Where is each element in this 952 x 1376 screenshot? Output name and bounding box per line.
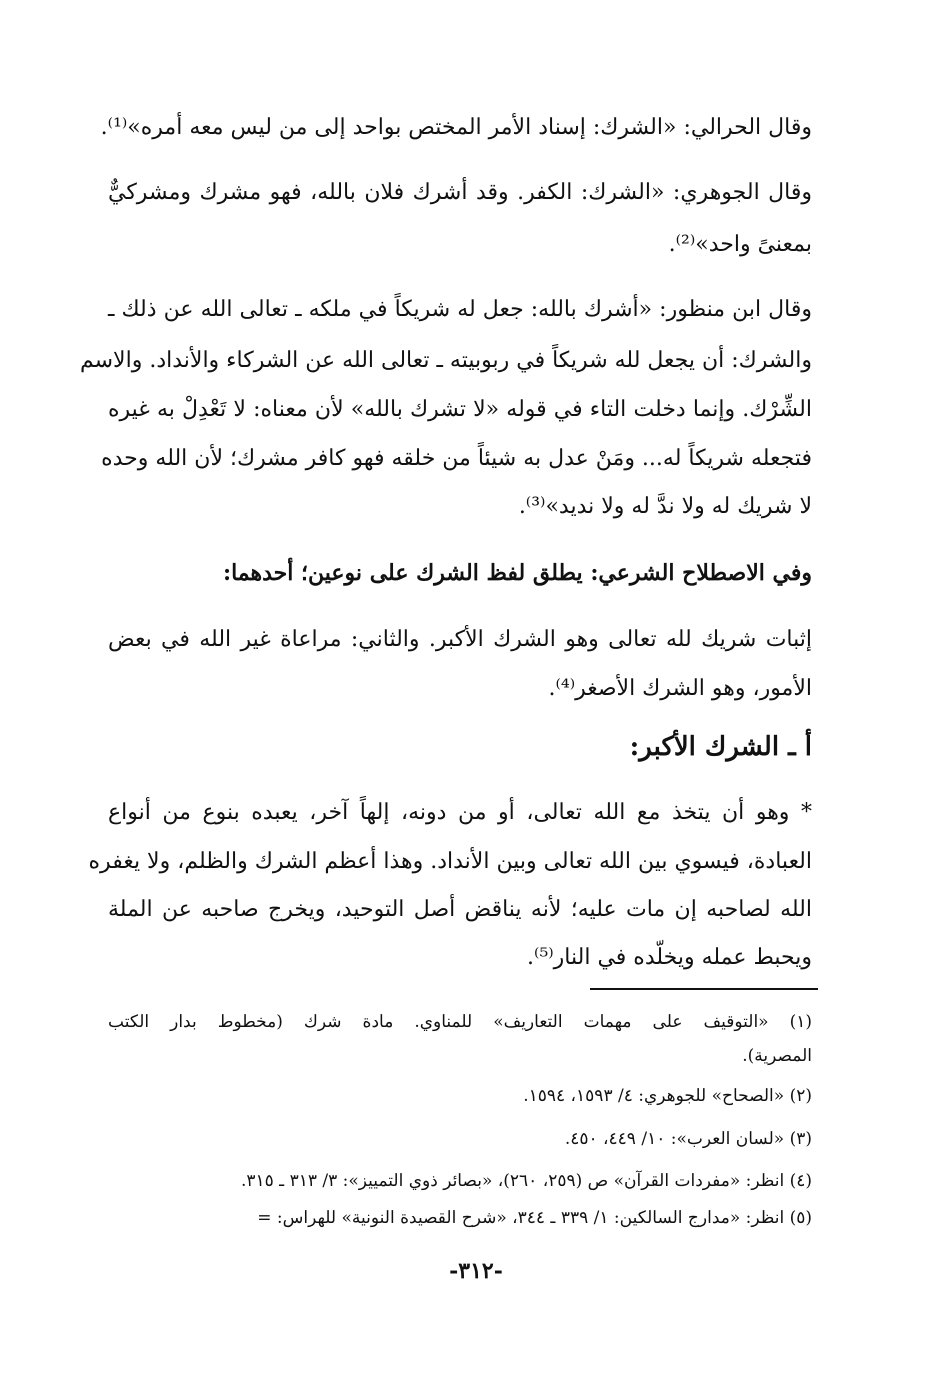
types-line-2: الأمور، وهو الشرك الأصغر⁽⁴⁾. <box>548 676 812 701</box>
akbar-line-1: * وهو أن يتخذ مع الله تعالى، أو من دونه، إلهاً آخر، يعبده بنوع من أنواع <box>108 800 812 825</box>
harali-line-1: وقال الحرالي: «الشرك: إسناد الأمر المختص بواحد إلى من ليس معه أمره»⁽¹⁾. <box>100 115 812 140</box>
page-number: -٣١٢- <box>449 1258 503 1284</box>
akbar-line-4: ويحبط عمله ويخلّده في النار⁽⁵⁾. <box>527 945 812 970</box>
footnote-4: (٤) انظر: «مفردات القرآن» ص (٢٥٩، ٢٦٠)، «بصائر ذوي التمييز»: ٣/ ٣١٣ ـ ٣١٥. <box>240 1171 812 1191</box>
ibn-manzur-line-5: لا شريك له ولا ندَّ له ولا نديد»⁽³⁾. <box>518 494 812 519</box>
footnote-separator <box>590 988 818 990</box>
akbar-line-3: الله لصاحبه إن مات عليه؛ لأنه يناقض أصل التوحيد، ويخرج صاحبه عن الملة <box>108 897 812 922</box>
akbar-line-2: العبادة، فيسوي بين الله تعالى وبين الأنداد. وهذا أعظم الشرك والظلم، ولا يغفره <box>88 849 812 874</box>
types-line-1: إثبات شريك لله تعالى وهو الشرك الأكبر. والثاني: مراعاة غير الله في بعض <box>108 627 812 652</box>
footnote-2: (٢) «الصحاح» للجوهري: ٤/ ١٥٩٣، ١٥٩٤. <box>523 1086 812 1106</box>
jawhari-line-2: بمعنىً واحد»⁽²⁾. <box>668 232 812 257</box>
ibn-manzur-line-1: وقال ابن منظور: «أشرك بالله: جعل له شريكاً في ملكه ـ تعالى الله عن ذلك ـ <box>108 297 812 322</box>
footnote-1-line-2: المصرية). <box>742 1046 812 1066</box>
ibn-manzur-line-2: والشرك: أن يجعل لله شريكاً في ربوبيته ـ تعالى الله عن الشركاء والأنداد. والاسم <box>79 348 812 373</box>
istilah-line: وفي الاصطلاح الشرعي: يطلق لفظ الشرك على نوعين؛ أحدهما: <box>222 560 812 586</box>
ibn-manzur-line-3: الشِّرْك. وإنما دخلت التاء في قوله «لا تشرك بالله» لأن معناه: لا تَعْدِلْ به غيره <box>108 397 812 422</box>
footnote-3: (٣) «لسان العرب»: ١٠/ ٤٤٩، ٤٥٠. <box>564 1129 812 1149</box>
jawhari-line-1: وقال الجوهري: «الشرك: الكفر. وقد أشرك فلان بالله، فهو مشرك ومشركيٌّ <box>108 180 812 205</box>
shirk-akbar-heading: أ ـ الشرك الأكبر: <box>629 732 812 762</box>
footnote-1-line-1: (١) «التوقيف على مهمات التعاريف» للمناوي. مادة شرك (مخطوط بدار الكتب <box>108 1012 812 1032</box>
footnote-5: (٥) انظر: «مدارج السالكين: ١/ ٣٣٩ ـ ٣٤٤، «شرح القصيدة النونية» للهراس: = <box>257 1208 812 1228</box>
ibn-manzur-line-4: فتجعله شريكاً له... ومَنْ عدل به شيئاً من خلقه فهو كافر مشرك؛ لأن الله وحده <box>101 446 812 471</box>
